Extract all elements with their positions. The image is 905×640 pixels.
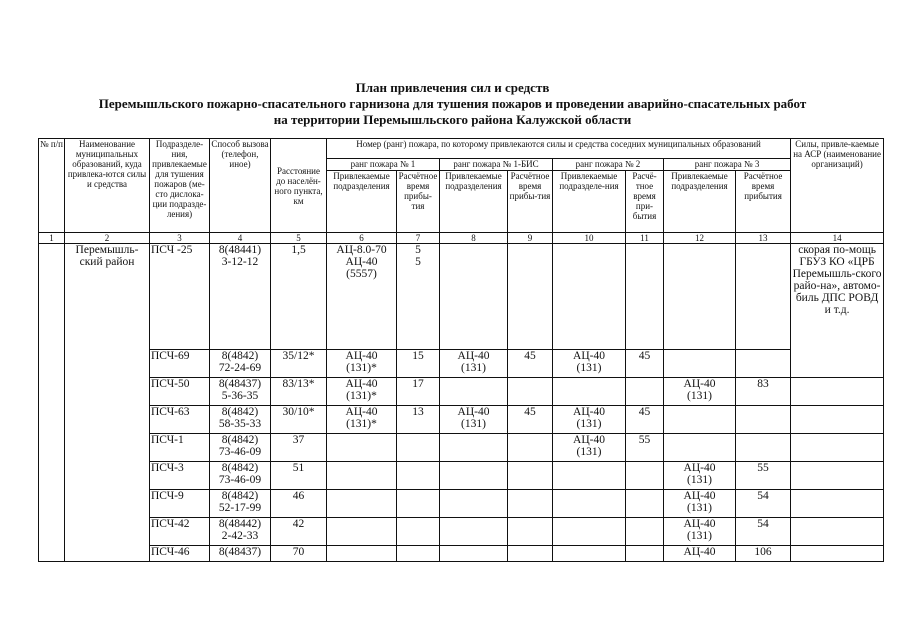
r3-units-cell: АЦ-40 bbox=[664, 546, 736, 562]
r3-units-cell bbox=[664, 350, 736, 378]
r1-units-cell: АЦ-40 (131)* bbox=[327, 350, 397, 378]
r2-units-cell bbox=[553, 518, 626, 546]
header-r3-time: Расчётное время прибытия bbox=[736, 171, 791, 233]
r1bis-units-cell bbox=[440, 244, 508, 350]
header-municipality: Наименование муниципальных образований, куда привлека-ются силы и средства bbox=[65, 139, 150, 233]
r1bis-units-cell bbox=[440, 518, 508, 546]
r3-time-cell: 106 bbox=[736, 546, 791, 562]
distance-cell: 42 bbox=[271, 518, 327, 546]
r1bis-units-cell: АЦ-40 (131) bbox=[440, 406, 508, 434]
header-r2-time: Расчё-тное время при-бытия bbox=[626, 171, 664, 233]
call-cell: 8(4842) 52-17-99 bbox=[210, 490, 271, 518]
r2-time-cell: 45 bbox=[626, 350, 664, 378]
call-cell: 8(48437) 5-36-35 bbox=[210, 378, 271, 406]
header-r1bis-units: Привлекаемые подразделения bbox=[440, 171, 508, 233]
unit-cell: ПСЧ-3 bbox=[150, 462, 210, 490]
header-asr: Силы, привле-каемые на АСР (наименование организаций) bbox=[791, 139, 884, 233]
col-number: 3 bbox=[150, 233, 210, 244]
call-cell: 8(4842) 73-46-09 bbox=[210, 462, 271, 490]
r2-time-cell bbox=[626, 490, 664, 518]
r1bis-time-cell: 45 bbox=[508, 350, 553, 378]
r3-units-cell: АЦ-40 (131) bbox=[664, 490, 736, 518]
r1-units-cell bbox=[327, 490, 397, 518]
r1bis-time-cell bbox=[508, 378, 553, 406]
asr-empty-cell bbox=[791, 462, 884, 490]
header-rank-1: ранг пожара № 1 bbox=[327, 159, 440, 171]
header-r1-time: Расчётное время прибы-тия bbox=[397, 171, 440, 233]
r1bis-units-cell bbox=[440, 490, 508, 518]
unit-cell: ПСЧ-50 bbox=[150, 378, 210, 406]
r3-units-cell: АЦ-40 (131) bbox=[664, 462, 736, 490]
unit-cell: ПСЧ-69 bbox=[150, 350, 210, 378]
r2-time-cell: 55 bbox=[626, 434, 664, 462]
r2-units-cell bbox=[553, 490, 626, 518]
r1bis-time-cell bbox=[508, 546, 553, 562]
r3-units-cell bbox=[664, 244, 736, 350]
col-number: 1 bbox=[39, 233, 65, 244]
asr-empty-cell bbox=[791, 434, 884, 462]
r1-time-cell bbox=[397, 546, 440, 562]
r3-time-cell: 54 bbox=[736, 490, 791, 518]
r1bis-units-cell bbox=[440, 378, 508, 406]
r1bis-time-cell: 45 bbox=[508, 406, 553, 434]
r3-time-cell bbox=[736, 244, 791, 350]
header-distance: Расстояние до населён-ного пункта, км bbox=[271, 139, 327, 233]
r3-units-cell: АЦ-40 (131) bbox=[664, 518, 736, 546]
header-rank-1bis: ранг пожара № 1-БИС bbox=[440, 159, 553, 171]
unit-cell: ПСЧ-9 bbox=[150, 490, 210, 518]
distance-cell: 35/12* bbox=[271, 350, 327, 378]
header-unit: Подразделе-ния, привлекаемые для тушения пожаров (ме-сто дислока-ции подразде-ления) bbox=[150, 139, 210, 233]
r3-units-cell bbox=[664, 434, 736, 462]
r1-time-cell bbox=[397, 490, 440, 518]
table-row bbox=[39, 244, 884, 350]
header-r1bis-time: Расчётное время прибы-тия bbox=[508, 171, 553, 233]
distance-cell: 46 bbox=[271, 490, 327, 518]
doc-subtitle: Перемышльского пожарно-спасательного гарнизона для тушения пожаров и проведении аварийно-спасательных работ bbox=[98, 96, 807, 111]
call-cell: 8(48442) 2-42-33 bbox=[210, 518, 271, 546]
table-row bbox=[39, 434, 884, 462]
table-row bbox=[39, 350, 884, 378]
unit-cell: ПСЧ-63 bbox=[150, 406, 210, 434]
r1bis-time-cell bbox=[508, 490, 553, 518]
distance-cell: 37 bbox=[271, 434, 327, 462]
r2-time-cell bbox=[626, 546, 664, 562]
asr-empty-cell bbox=[791, 378, 884, 406]
municipality-cell: Перемышль-ский район bbox=[65, 244, 150, 562]
distance-cell: 1,5 bbox=[271, 244, 327, 350]
header-r1-units: Привлекаемые подразделения bbox=[327, 171, 397, 233]
r1bis-time-cell bbox=[508, 518, 553, 546]
unit-cell: ПСЧ-42 bbox=[150, 518, 210, 546]
r1bis-units-cell bbox=[440, 434, 508, 462]
r1-time-cell: 13 bbox=[397, 406, 440, 434]
asr-empty-cell bbox=[791, 546, 884, 562]
r2-time-cell bbox=[626, 244, 664, 350]
r3-time-cell: 54 bbox=[736, 518, 791, 546]
r1-time-cell bbox=[397, 518, 440, 546]
row-number-cell bbox=[39, 244, 65, 562]
call-cell: 8(4842) 58-35-33 bbox=[210, 406, 271, 434]
header-rank-group: Номер (ранг) пожара, по которому привлекаются силы и средства соседних муниципальных образований bbox=[327, 139, 791, 159]
r2-time-cell: 45 bbox=[626, 406, 664, 434]
call-cell: 8(4842) 72-24-69 bbox=[210, 350, 271, 378]
col-number: 6 bbox=[327, 233, 397, 244]
r3-time-cell: 55 bbox=[736, 462, 791, 490]
r3-time-cell bbox=[736, 350, 791, 378]
r1bis-time-cell bbox=[508, 434, 553, 462]
r1-units-cell bbox=[327, 434, 397, 462]
r1-time-cell: 15 bbox=[397, 350, 440, 378]
distance-cell: 30/10* bbox=[271, 406, 327, 434]
r3-time-cell: 83 bbox=[736, 378, 791, 406]
header-r2-units: Привлекаемые подразделе-ния bbox=[553, 171, 626, 233]
col-number: 7 bbox=[397, 233, 440, 244]
header-call: Способ вызова (телефон, иное) bbox=[210, 139, 271, 233]
header-num: № п/п bbox=[39, 139, 65, 233]
r1-units-cell: АЦ-40 (131)* bbox=[327, 378, 397, 406]
r2-units-cell bbox=[553, 546, 626, 562]
col-number: 4 bbox=[210, 233, 271, 244]
unit-cell: ПСЧ -25 bbox=[150, 244, 210, 350]
r1-time-cell: 5 5 bbox=[397, 244, 440, 350]
asr-empty-cell bbox=[791, 490, 884, 518]
r1-units-cell bbox=[327, 518, 397, 546]
call-cell: 8(4842) 73-46-09 bbox=[210, 434, 271, 462]
table-row bbox=[39, 378, 884, 406]
r2-units-cell bbox=[553, 378, 626, 406]
r3-time-cell bbox=[736, 434, 791, 462]
doc-subtitle-2: на территории Перемышльского района Калужской области bbox=[273, 112, 632, 127]
table-row bbox=[39, 518, 884, 546]
r2-time-cell bbox=[626, 518, 664, 546]
call-cell: 8(48441) 3-12-12 bbox=[210, 244, 271, 350]
forces-table bbox=[38, 138, 884, 562]
doc-title: План привлечения сил и средств bbox=[355, 80, 550, 95]
r2-units-cell bbox=[553, 462, 626, 490]
r1bis-time-cell bbox=[508, 244, 553, 350]
r1bis-time-cell bbox=[508, 462, 553, 490]
r1-units-cell bbox=[327, 462, 397, 490]
r3-units-cell: АЦ-40 (131) bbox=[664, 378, 736, 406]
col-number: 11 bbox=[626, 233, 664, 244]
col-number: 13 bbox=[736, 233, 791, 244]
r1-time-cell bbox=[397, 462, 440, 490]
header-rank-3: ранг пожара № 3 bbox=[664, 159, 791, 171]
r1-units-cell: АЦ-8.0-70 АЦ-40 (5557) bbox=[327, 244, 397, 350]
asr-cell: скорая по-мощь ГБУЗ КО «ЦРБ Перемышль-ского райо-на», автомо-биль ДПС РОВД и т.д. bbox=[791, 244, 884, 378]
r2-units-cell: АЦ-40 (131) bbox=[553, 406, 626, 434]
r1-units-cell bbox=[327, 546, 397, 562]
header-rank-2: ранг пожара № 2 bbox=[553, 159, 664, 171]
distance-cell: 51 bbox=[271, 462, 327, 490]
table-row bbox=[39, 462, 884, 490]
r2-units-cell: АЦ-40 (131) bbox=[553, 434, 626, 462]
table-body bbox=[39, 244, 884, 562]
table-row bbox=[39, 546, 884, 562]
call-cell: 8(48437) bbox=[210, 546, 271, 562]
col-number: 9 bbox=[508, 233, 553, 244]
r2-units-cell: АЦ-40 (131) bbox=[553, 350, 626, 378]
header-r3-units: Привлекаемые подразделения bbox=[664, 171, 736, 233]
r1bis-units-cell bbox=[440, 546, 508, 562]
col-number: 5 bbox=[271, 233, 327, 244]
col-number: 8 bbox=[440, 233, 508, 244]
col-number: 2 bbox=[65, 233, 150, 244]
r1-units-cell: АЦ-40 (131)* bbox=[327, 406, 397, 434]
col-number: 10 bbox=[553, 233, 626, 244]
r1-time-cell: 17 bbox=[397, 378, 440, 406]
r2-time-cell bbox=[626, 462, 664, 490]
r3-time-cell bbox=[736, 406, 791, 434]
col-number: 12 bbox=[664, 233, 736, 244]
r1-time-cell bbox=[397, 434, 440, 462]
asr-empty-cell bbox=[791, 406, 884, 434]
r3-units-cell bbox=[664, 406, 736, 434]
table-row bbox=[39, 406, 884, 434]
distance-cell: 70 bbox=[271, 546, 327, 562]
r1bis-units-cell bbox=[440, 462, 508, 490]
distance-cell: 83/13* bbox=[271, 378, 327, 406]
r2-time-cell bbox=[626, 378, 664, 406]
unit-cell: ПСЧ-46 bbox=[150, 546, 210, 562]
asr-empty-cell bbox=[791, 518, 884, 546]
unit-cell: ПСЧ-1 bbox=[150, 434, 210, 462]
col-number: 14 bbox=[791, 233, 884, 244]
table-row bbox=[39, 490, 884, 518]
r2-units-cell bbox=[553, 244, 626, 350]
r1bis-units-cell: АЦ-40 (131) bbox=[440, 350, 508, 378]
